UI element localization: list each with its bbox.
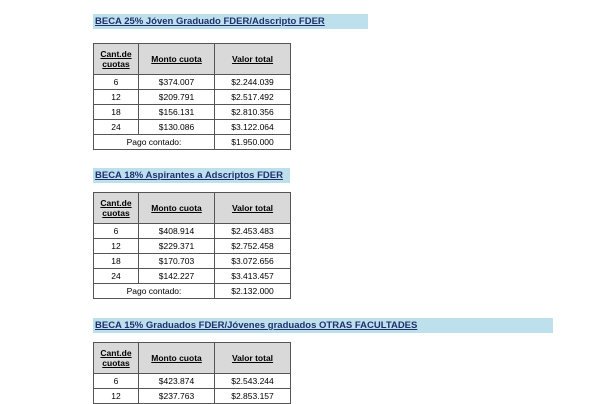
total-cell: $2.752.458 (215, 239, 291, 254)
monto-cell: $423.874 (139, 374, 215, 389)
cuotas-cell: 12 (94, 389, 139, 404)
cuotas-cell: 18 (94, 254, 139, 269)
section-title: BECA 15% Graduados FDER/Jóvenes graduados OTRAS FACULTADES (93, 318, 553, 333)
column-header-cuotas: Cant.de cuotas (94, 44, 139, 75)
column-header-total: Valor total (215, 44, 291, 75)
column-header-monto: Monto cuota (139, 44, 215, 75)
table-row (94, 224, 291, 239)
cuotas-cell: 6 (94, 374, 139, 389)
contado-value: $1.950.000 (215, 135, 291, 150)
table-row (94, 239, 291, 254)
monto-cell: $408.914 (139, 224, 215, 239)
table-row (94, 105, 291, 120)
contado-label: Pago contado: (94, 135, 215, 150)
contado-row (94, 284, 291, 299)
column-header-total: Valor total (215, 193, 291, 224)
monto-cell: $237.763 (139, 389, 215, 404)
table-header-row (94, 193, 291, 224)
table-row (94, 75, 291, 90)
monto-cell: $170.703 (139, 254, 215, 269)
total-cell: $2.543.244 (215, 374, 291, 389)
cuotas-cell: 12 (94, 90, 139, 105)
monto-cell: $130.086 (139, 120, 215, 135)
monto-cell: $374.007 (139, 75, 215, 90)
column-header-monto: Monto cuota (139, 343, 215, 374)
section-title: BECA 25% Jóven Graduado FDER/Adscripto FDER (93, 14, 368, 29)
total-cell: $2.853.157 (215, 389, 291, 404)
cuotas-cell: 24 (94, 120, 139, 135)
contado-value: $2.132.000 (215, 284, 291, 299)
cuotas-cell: 18 (94, 105, 139, 120)
table-row (94, 90, 291, 105)
monto-cell: $156.131 (139, 105, 215, 120)
total-cell: $3.413.457 (215, 269, 291, 284)
section-title: BECA 18% Aspirantes a Adscriptos FDER (93, 168, 290, 183)
cuotas-cell: 24 (94, 269, 139, 284)
column-header-monto: Monto cuota (139, 193, 215, 224)
monto-cell: $209.791 (139, 90, 215, 105)
cuotas-cell: 6 (94, 224, 139, 239)
fees-table (93, 342, 291, 404)
total-cell: $3.072.656 (215, 254, 291, 269)
table-row (94, 269, 291, 284)
table-row (94, 254, 291, 269)
total-cell: $2.517.492 (215, 90, 291, 105)
fees-table (93, 192, 291, 299)
cuotas-cell: 12 (94, 239, 139, 254)
monto-cell: $229.371 (139, 239, 215, 254)
total-cell: $3.122.064 (215, 120, 291, 135)
column-header-cuotas: Cant.de cuotas (94, 193, 139, 224)
contado-label: Pago contado: (94, 284, 215, 299)
cuotas-cell: 6 (94, 75, 139, 90)
table-header-row (94, 44, 291, 75)
table-row (94, 120, 291, 135)
table-row (94, 374, 291, 389)
table-row (94, 389, 291, 404)
total-cell: $2.244.039 (215, 75, 291, 90)
monto-cell: $142.227 (139, 269, 215, 284)
column-header-total: Valor total (215, 343, 291, 374)
table-header-row (94, 343, 291, 374)
column-header-cuotas: Cant.de cuotas (94, 343, 139, 374)
contado-row (94, 135, 291, 150)
total-cell: $2.810.356 (215, 105, 291, 120)
total-cell: $2.453.483 (215, 224, 291, 239)
fees-table (93, 43, 291, 150)
